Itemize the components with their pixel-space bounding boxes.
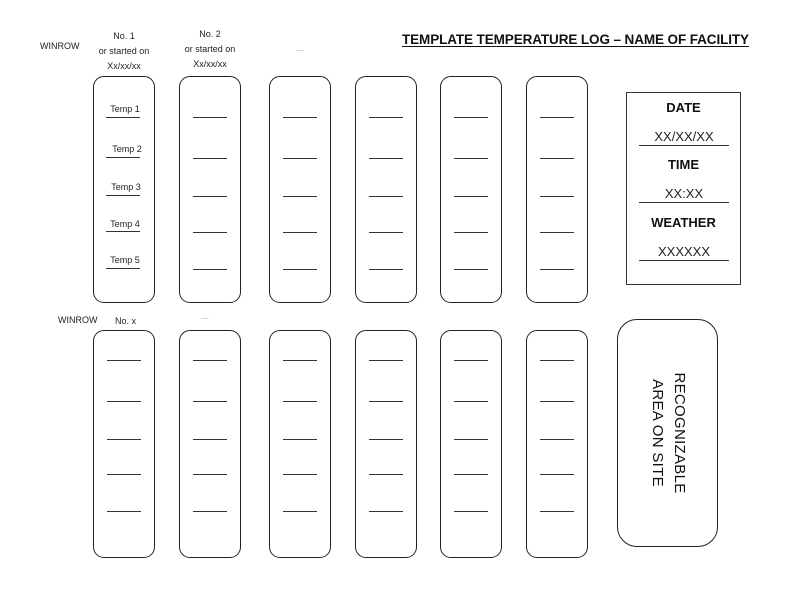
- temp-entry-line[interactable]: [193, 360, 227, 361]
- winrow-column-top-6: [526, 76, 588, 303]
- temp-label-2: Temp 2: [112, 144, 142, 154]
- winrow-column-bottom-4: [355, 330, 417, 558]
- temp-entry-line[interactable]: [454, 158, 488, 159]
- temp-entry-line[interactable]: [369, 117, 403, 118]
- winrow-column-top-1: [93, 76, 155, 303]
- column-header-x: No. x: [115, 316, 137, 326]
- recognizable-area-text: [646, 372, 690, 493]
- temp-entry-line[interactable]: [283, 269, 317, 270]
- temp-entry-line[interactable]: [540, 117, 574, 118]
- temp-label-4: Temp 4: [110, 219, 140, 229]
- temp-label-5: Temp 5: [110, 255, 140, 265]
- temp-entry-line[interactable]: [107, 474, 141, 475]
- temp-entry-line[interactable]: [107, 401, 141, 402]
- column-header-3: ....: [296, 46, 304, 53]
- winrow-column-top-3: [269, 76, 331, 303]
- temp-entry-line[interactable]: [193, 511, 227, 512]
- temp-entry-line[interactable]: [193, 232, 227, 233]
- header-date: Xx/xx/xx: [107, 61, 141, 71]
- temp-entry-line[interactable]: [369, 439, 403, 440]
- header-number: No. 1: [113, 31, 135, 41]
- temp-entry-line[interactable]: [540, 158, 574, 159]
- temp-entry-line[interactable]: [369, 196, 403, 197]
- winrow-label-top: WINROW: [40, 41, 80, 51]
- temp-entry-line[interactable]: [283, 360, 317, 361]
- column-header-ellipsis: ....: [201, 314, 209, 321]
- date-field[interactable]: XX/XX/XX: [639, 129, 729, 146]
- temp-label-3: Temp 3: [111, 182, 141, 192]
- time-label: TIME: [667, 157, 700, 172]
- temp-entry-line[interactable]: [454, 474, 488, 475]
- weather-label: WEATHER: [651, 215, 716, 230]
- temp-entry-line[interactable]: [283, 232, 317, 233]
- weather-field[interactable]: XXXXXX: [639, 244, 729, 261]
- temp-entry-line[interactable]: [106, 268, 140, 269]
- area-line-2: AREA ON SITE: [648, 379, 666, 487]
- temp-entry-line[interactable]: [540, 474, 574, 475]
- temp-entry-line[interactable]: [540, 196, 574, 197]
- header-started: or started on: [98, 46, 150, 56]
- temp-entry-line[interactable]: [454, 196, 488, 197]
- temp-entry-line[interactable]: [369, 360, 403, 361]
- winrow-column-top-5: [440, 76, 502, 303]
- temp-entry-line[interactable]: [283, 439, 317, 440]
- temp-entry-line[interactable]: [283, 511, 317, 512]
- temp-entry-line[interactable]: [540, 401, 574, 402]
- temp-entry-line[interactable]: [540, 511, 574, 512]
- temp-entry-line[interactable]: [283, 158, 317, 159]
- temp-entry-line[interactable]: [369, 511, 403, 512]
- header-number: No. 2: [199, 29, 221, 39]
- temp-entry-line[interactable]: [193, 117, 227, 118]
- temp-entry-line[interactable]: [193, 439, 227, 440]
- winrow-column-bottom-6: [526, 330, 588, 558]
- header-date: Xx/xx/xx: [193, 59, 227, 69]
- temp-entry-line[interactable]: [454, 439, 488, 440]
- recognizable-area-box: [617, 319, 718, 547]
- temp-entry-line[interactable]: [369, 232, 403, 233]
- date-time-weather-box: [626, 92, 741, 285]
- temp-entry-line[interactable]: [540, 439, 574, 440]
- temp-entry-line[interactable]: [107, 360, 141, 361]
- temp-entry-line[interactable]: [369, 158, 403, 159]
- winrow-column-top-4: [355, 76, 417, 303]
- temp-entry-line[interactable]: [369, 401, 403, 402]
- temp-entry-line[interactable]: [106, 117, 140, 118]
- temp-entry-line[interactable]: [540, 269, 574, 270]
- temp-entry-line[interactable]: [193, 196, 227, 197]
- temp-entry-line[interactable]: [107, 511, 141, 512]
- temp-label-1: Temp 1: [110, 104, 140, 114]
- column-header-2: [165, 27, 255, 72]
- temp-entry-line[interactable]: [193, 158, 227, 159]
- temp-entry-line[interactable]: [369, 269, 403, 270]
- temp-entry-line[interactable]: [283, 474, 317, 475]
- winrow-column-bottom-3: [269, 330, 331, 558]
- temp-entry-line[interactable]: [454, 360, 488, 361]
- temp-entry-line[interactable]: [454, 232, 488, 233]
- winrow-column-bottom-1: [93, 330, 155, 558]
- temp-entry-line[interactable]: [283, 117, 317, 118]
- column-header-1: [79, 29, 169, 74]
- temp-entry-line[interactable]: [540, 360, 574, 361]
- temp-entry-line[interactable]: [454, 269, 488, 270]
- temp-entry-line[interactable]: [107, 439, 141, 440]
- winrow-label-bottom: WINROW: [58, 315, 98, 325]
- header-started: or started on: [184, 44, 236, 54]
- temp-entry-line[interactable]: [540, 232, 574, 233]
- time-field[interactable]: XX:XX: [639, 186, 729, 203]
- temp-entry-line[interactable]: [454, 117, 488, 118]
- temp-entry-line[interactable]: [193, 269, 227, 270]
- temp-entry-line[interactable]: [283, 196, 317, 197]
- winrow-column-bottom-2: [179, 330, 241, 558]
- temp-entry-line[interactable]: [106, 231, 140, 232]
- document-title: TEMPLATE TEMPERATURE LOG – NAME OF FACILITY: [402, 32, 749, 47]
- temp-entry-line[interactable]: [193, 474, 227, 475]
- temp-entry-line[interactable]: [193, 401, 227, 402]
- date-label: DATE: [666, 100, 701, 115]
- temp-entry-line[interactable]: [106, 195, 140, 196]
- temp-entry-line[interactable]: [106, 157, 140, 158]
- temp-entry-line[interactable]: [283, 401, 317, 402]
- area-line-1: RECOGNIZABLE: [670, 372, 688, 494]
- temp-entry-line[interactable]: [454, 401, 488, 402]
- temp-entry-line[interactable]: [369, 474, 403, 475]
- winrow-column-bottom-5: [440, 330, 502, 558]
- winrow-column-top-2: [179, 76, 241, 303]
- temp-entry-line[interactable]: [454, 511, 488, 512]
